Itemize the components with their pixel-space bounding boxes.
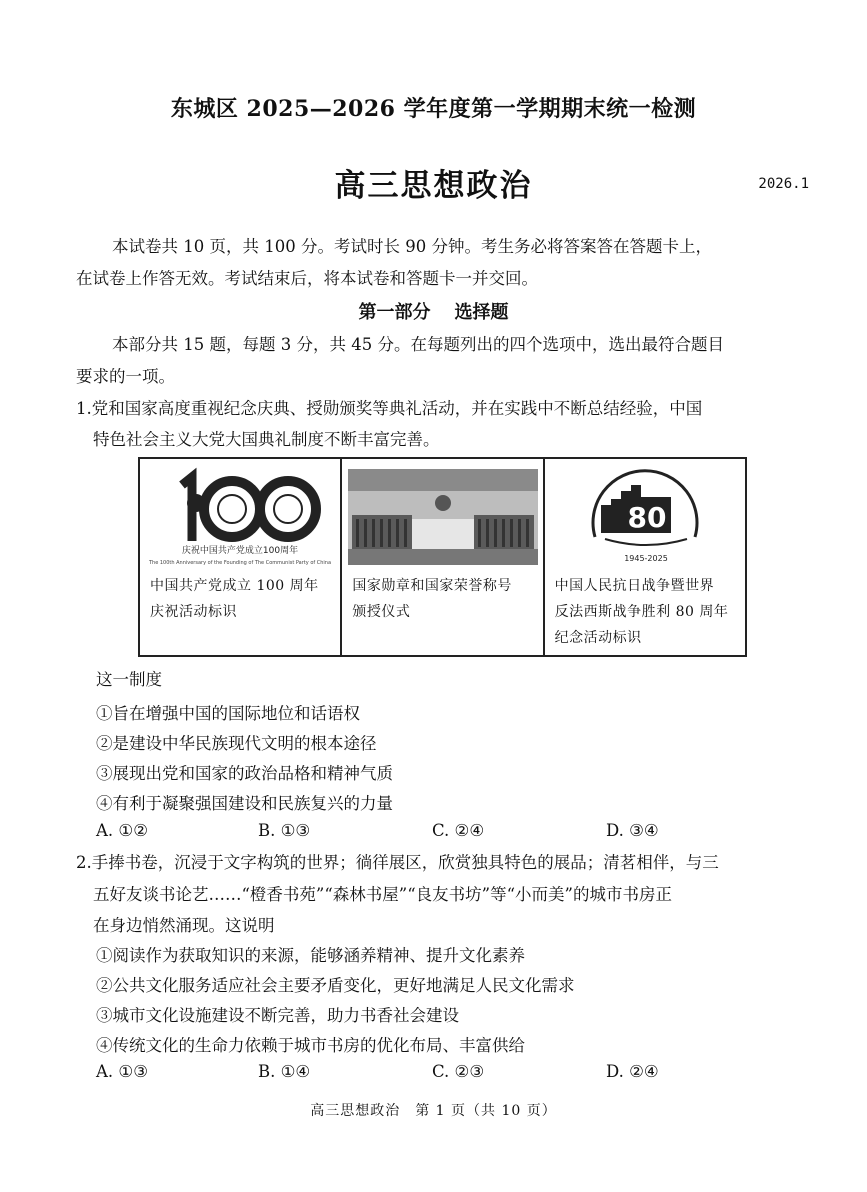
q1-option-1: ①旨在增强中国的国际地位和话语权: [96, 704, 360, 723]
q1-stem-line-1: [76, 394, 702, 424]
q2-stem-text-1: 手捧书卷，沉浸于文字构筑的世界；徜徉展区，欣赏独具特色的展品；清茗相伴，与三: [91, 853, 719, 872]
caption-2-line-2: 颁授仪式: [352, 604, 411, 620]
q1-number: 1.: [76, 399, 92, 418]
q2-stem-line-1: [76, 848, 719, 878]
q1-choice-d: D. ③④: [606, 821, 659, 840]
q2-stem-line-2: 五好友谈书论艺……“橙香书苑”“森林书屋”“良友书坊”等“小而美”的城市书房正: [93, 885, 672, 904]
q2-option-1: ①阅读作为获取知识的来源，能够涵养精神、提升文化素养: [96, 946, 525, 965]
q2-choice-b: B. ①④: [258, 1062, 311, 1081]
part-one-desc-line-2: 要求的一项。: [76, 367, 175, 386]
q2-choice-d: D. ②④: [606, 1062, 659, 1081]
exam-title: 东城区 2025—2026 学年度第一学期期末统一检测: [170, 96, 697, 122]
victory-80-number: 80: [627, 501, 667, 534]
q1-option-2: ②是建设中华民族现代文明的根本途径: [96, 734, 377, 753]
caption-3-line-3: 纪念活动标识: [554, 630, 642, 646]
q1-figure-caption-1: [150, 573, 334, 625]
q1-option-4: ④有利于凝聚强国建设和民族复兴的力量: [96, 794, 393, 813]
q1-stem-text-1: 党和国家高度重视纪念庆典、授勋颁奖等典礼活动，并在实践中不断总结经验，中国: [91, 399, 703, 418]
page-footer: 高三思想政治 第 1 页（共 10 页）: [310, 1103, 557, 1119]
q1-choice-c: C. ②④: [432, 821, 485, 840]
victory-80-years: 1945-2025: [623, 554, 668, 563]
q2-option-3: ③城市文化设施建设不断完善，助力书香社会建设: [96, 1006, 459, 1025]
medal-ceremony-photo: [342, 463, 544, 571]
exam-date: 2026.1: [758, 176, 809, 192]
q2-option-2: ②公共文化服务适应社会主要矛盾变化，更好地满足人民文化需求: [96, 976, 575, 995]
q1-figure-cpc-100: [140, 459, 342, 655]
caption-1-line-2: 庆祝活动标识: [150, 604, 237, 620]
part-one-desc-line-1: 本部分共 15 题，每题 3 分，共 45 分。在每题列出的四个选项中，选出最符合题目: [112, 335, 724, 354]
part-one-title: [0, 298, 867, 324]
part-one-type: 选择题: [454, 302, 509, 323]
caption-3-line-2: 反法西斯战争胜利 80 周年: [554, 604, 729, 620]
q1-figure-victory-80: [545, 459, 745, 655]
q1-choice-a: A. ①②: [96, 821, 148, 840]
q1-figure-table: [138, 457, 747, 657]
instructions-line-2: 在试卷上作答无效。考试结束后，将本试卷和答题卡一并交回。: [76, 269, 538, 288]
victory-80-logo-icon: [545, 463, 747, 571]
q2-number: 2.: [76, 853, 92, 872]
instructions-line-1: 本试卷共 10 页，共 100 分。考试时长 90 分钟。考生务必将答案答在答题卡上，: [112, 237, 712, 256]
q1-stem-line-2: 特色社会主义大党大国典礼制度不断丰富完善。: [93, 430, 440, 449]
q2-option-4: ④传统文化的生命力依赖于城市书房的优化布局、丰富供给: [96, 1036, 525, 1055]
caption-1-line-1: 中国共产党成立 100 周年: [150, 578, 319, 594]
q2-choice-c: C. ②③: [432, 1062, 485, 1081]
caption-2-line-1: 国家勋章和国家荣誉称号: [352, 578, 512, 594]
q1-lead: 这一制度: [96, 670, 162, 689]
q2-choice-a: A. ①③: [96, 1062, 148, 1081]
q1-figure-caption-3: [555, 573, 739, 651]
q1-figure-medal-ceremony: [342, 459, 544, 655]
cpc-100-logo-text: 庆祝中国共产党成立100周年: [181, 546, 299, 556]
caption-3-line-1: 中国人民抗日战争暨世界: [554, 578, 715, 594]
q1-option-3: ③展现出党和国家的政治品格和精神气质: [96, 764, 393, 783]
q1-figure-caption-2: [352, 573, 536, 625]
cpc-100-logo-icon: [140, 463, 342, 571]
cpc-100-logo-subtext: The 100th Anniversary of the Founding of The Communist Party of China: [148, 560, 332, 566]
q2-stem-line-3: 在身边悄然涌现。这说明: [93, 916, 275, 935]
q1-choice-b: B. ①③: [258, 821, 311, 840]
subject-title: 高三思想政治: [334, 168, 533, 204]
part-one-label: 第一部分: [358, 302, 431, 323]
